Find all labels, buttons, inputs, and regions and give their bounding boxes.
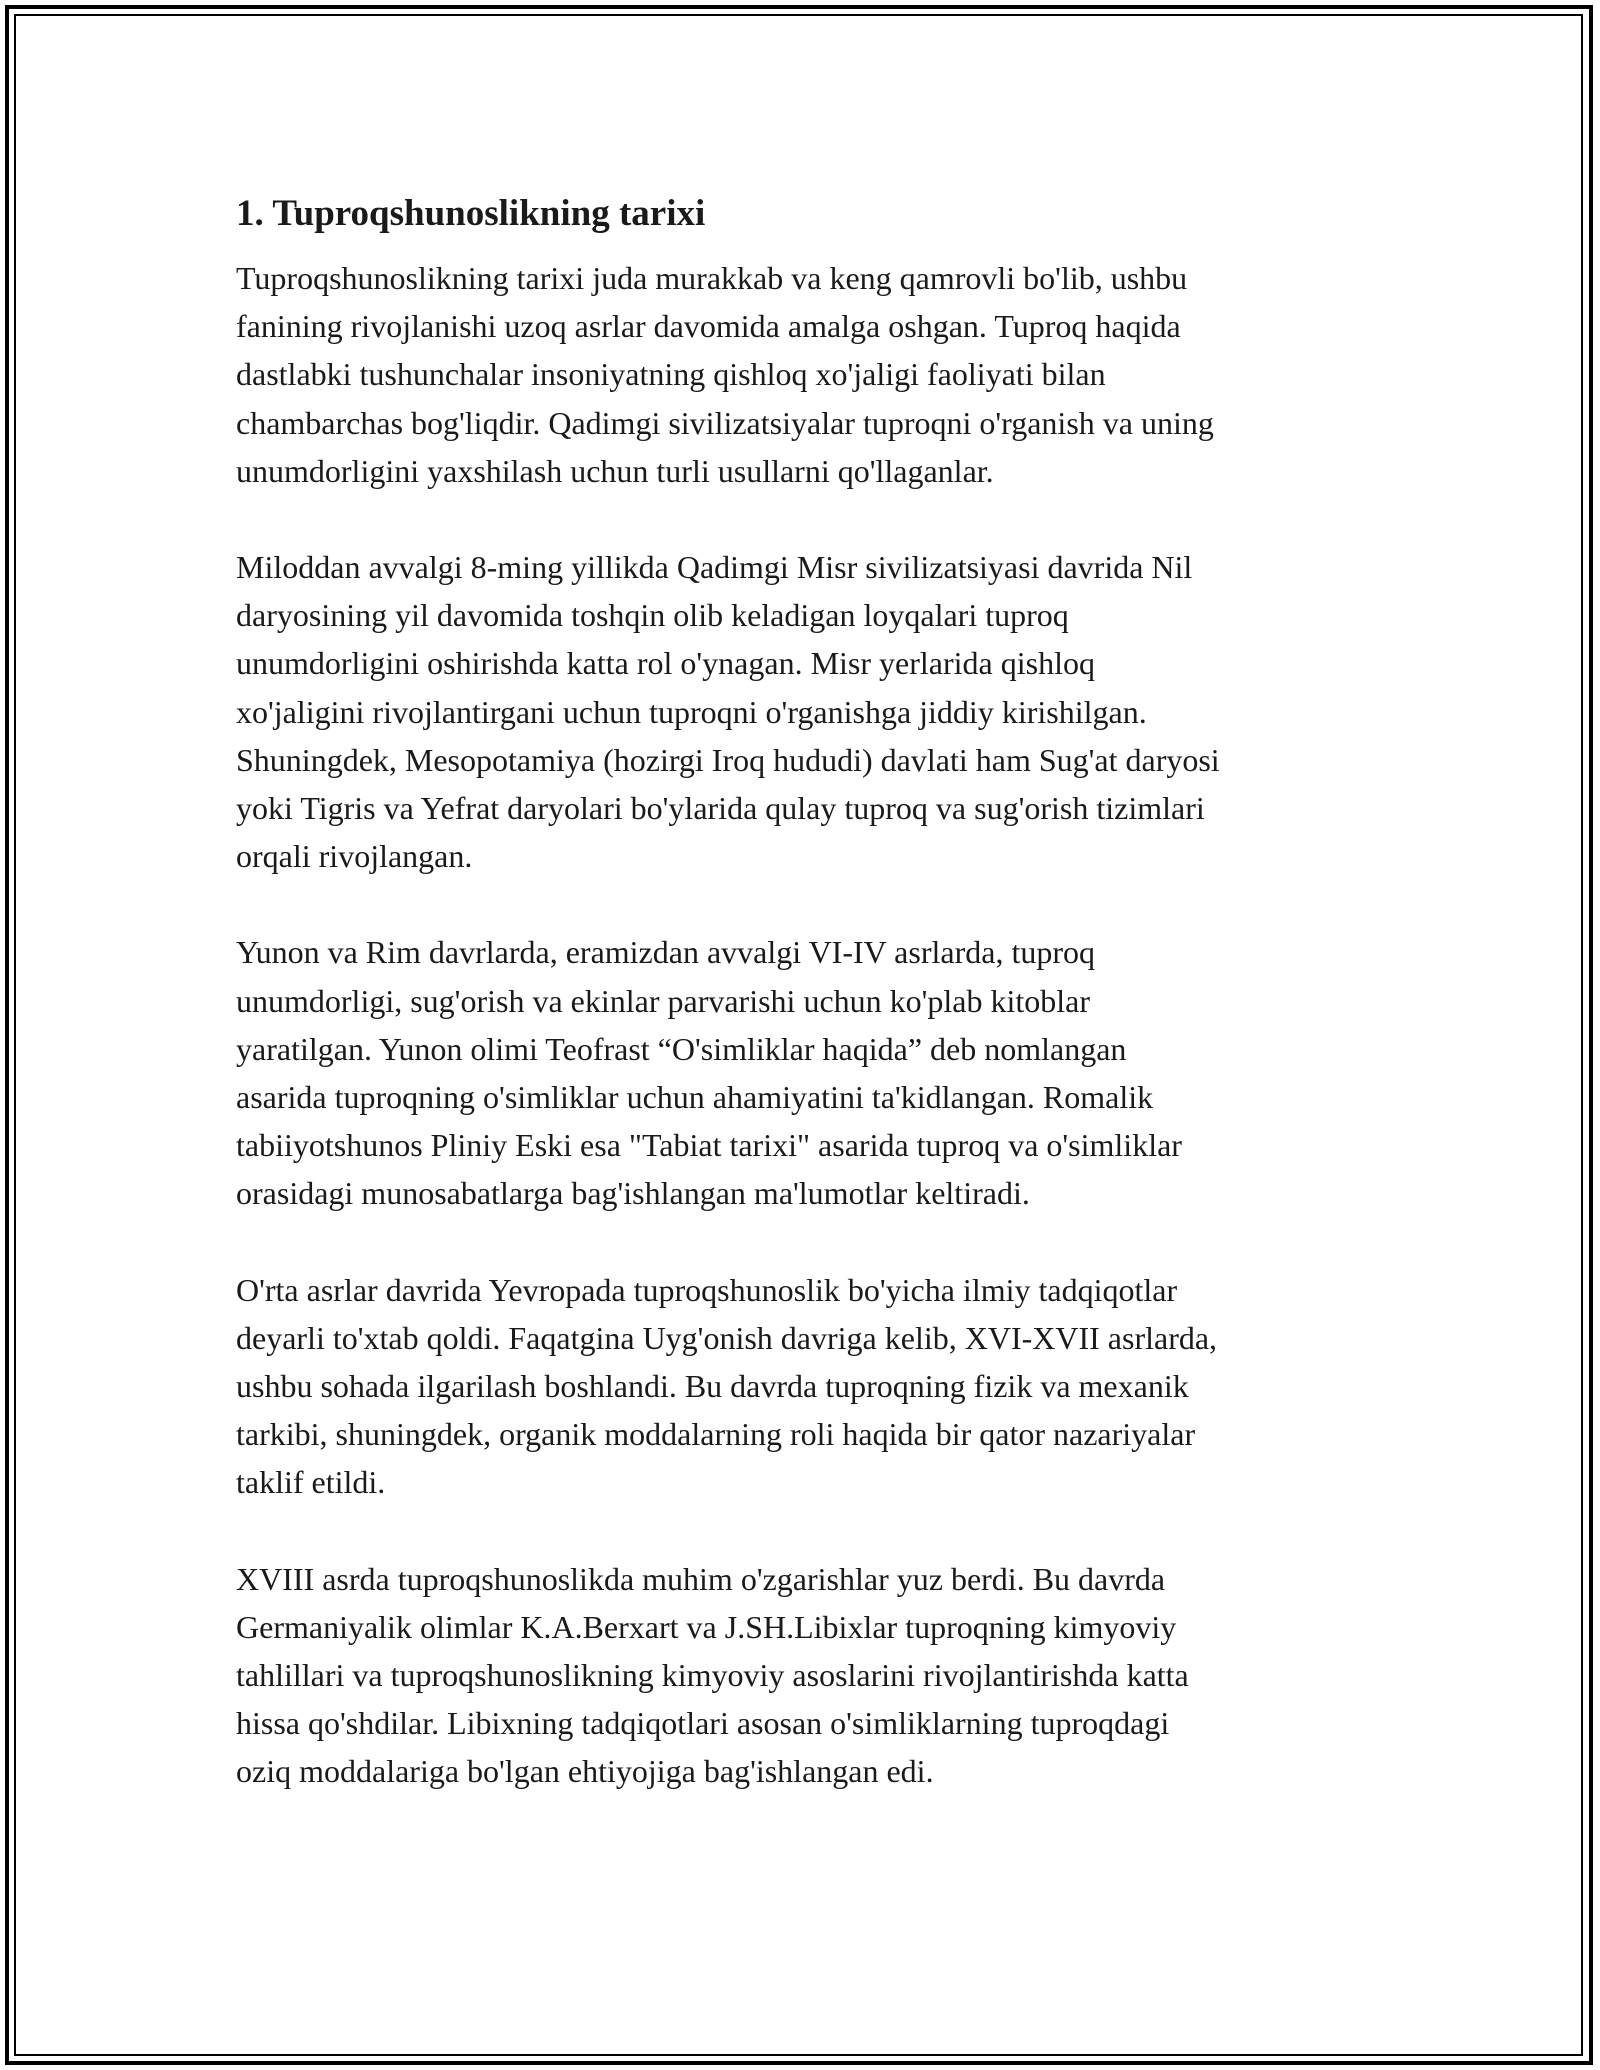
text-line: xo'jaligini rivojlantirgani uchun tuproqni o'rganishga jiddiy kirishilgan. [236,693,1147,730]
paragraph-4 [236,1266,1376,1507]
text-line: unumdorligini oshirishda katta rol o'ynagan. Misr yerlarida qishloq [236,645,1095,682]
paragraph-1 [236,254,1376,495]
document-body [236,186,1376,1844]
text-line: Tuproqshunoslikning tarixi juda murakkab va keng qamrovli bo'lib, ushbu [236,260,1188,296]
text-line: yoki Tigris va Yefrat daryolari bo'ylarida qulay tuproq va sug'orish tizimlari [236,790,1205,827]
text-line: ushbu sohada ilgarilash boshlandi. Bu davrda tuproqning fizik va mexanik [236,1368,1189,1405]
text-line: orasidagi munosabatlarga bag'ishlangan ma'lumotlar keltiradi. [236,1175,1030,1212]
text-line: tahlillari va tuproqshunoslikning kimyoviy asoslarini rivojlantirishda katta [236,1657,1189,1694]
text-line: unumdorligi, sug'orish va ekinlar parvarishi uchun ko'plab kitoblar [236,982,1091,1019]
page-title: 1. Tuproqshunoslikning tarixi [236,193,706,234]
text-line: hissa qo'shdilar. Libixning tadqiqotlari asosan o'simliklarning tuproqdagi [236,1705,1170,1742]
text-line: fanining rivojlanishi uzoq asrlar davomida amalga oshgan. Tuproq haqida [236,308,1181,345]
text-line: XVIII asrda tuproqshunoslikda muhim o'zgarishlar yuz berdi. Bu davrda [236,1560,1166,1597]
text-line: Yunon va Rim davrlarda, eramizdan avvalgi VI-IV asrlarda, tuproq [236,934,1095,971]
text-line: taklif etildi. [236,1464,386,1501]
text-line: oziq moddalariga bo'lgan ehtiyojiga bag'ishlangan edi. [236,1753,934,1790]
text-line: daryosining yil davomida toshqin olib keladigan loyqalari tuproq [236,597,1069,634]
paragraph-5 [236,1555,1376,1796]
text-line: yaratilgan. Yunon olimi Teofrast “O'simliklar haqida” deb nomlangan [236,1030,1127,1067]
text-line: Germaniyalik olimlar K.A.Berxart va J.SH.Libixlar tuproqning kimyoviy [236,1608,1177,1645]
text-line: dastlabki tushunchalar insoniyatning qishloq xo'jaligi faoliyati bilan [236,356,1106,393]
paragraph-2 [236,543,1376,880]
text-line: asarida tuproqning o'simliklar uchun ahamiyatini ta'kidlangan. Romalik [236,1079,1154,1116]
text-line: orqali rivojlangan. [236,838,473,875]
paragraph-3 [236,928,1376,1217]
text-line: deyarli to'xtab qoldi. Faqatgina Uyg'onish davriga kelib, XVI-XVII asrlarda, [236,1319,1218,1356]
text-line: tabiiyotshunos Pliniy Eski esa "Tabiat tarixi" asarida tuproq va o'simliklar [236,1127,1182,1164]
text-line: Miloddan avvalgi 8-ming yillikda Qadimgi Misr sivilizatsiyasi davrida Nil [236,549,1193,586]
text-line: O'rta asrlar davrida Yevropada tuproqshunoslik bo'yicha ilmiy tadqiqotlar [236,1271,1178,1308]
text-line: chambarchas bog'liqdir. Qadimgi sivilizatsiyalar tuproqni o'rganish va uning [236,404,1214,441]
text-line: Shuningdek, Mesopotamiya (hozirgi Iroq hududi) davlati ham Sug'at daryosi [236,741,1220,778]
text-line: tarkibi, shuningdek, organik moddalarning roli haqida bir qator nazariyalar [236,1416,1196,1453]
text-line: unumdorligini yaxshilash uchun turli usullarni qo'llaganlar. [236,452,994,489]
